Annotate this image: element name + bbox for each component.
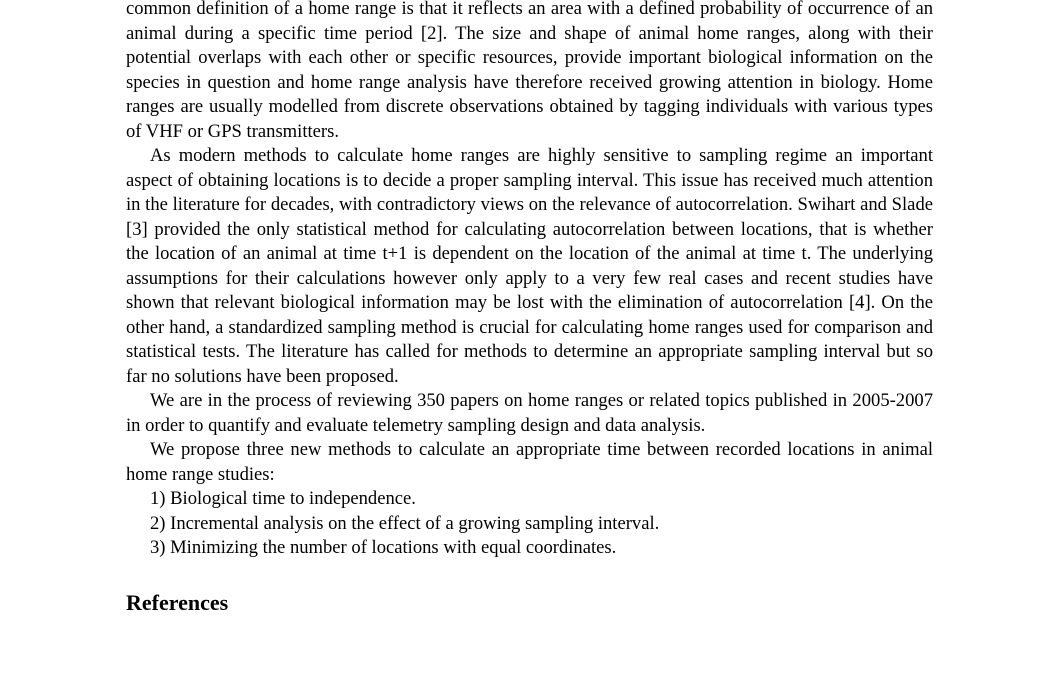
paragraph-proposed-methods: We propose three new methods to calculate an appropriate time between recorded locations in animal home range studies: — [126, 439, 933, 485]
list-item: 2) Incremental analysis on the effect of a growing sampling interval. — [150, 512, 660, 534]
methods-list — [126, 487, 933, 561]
paragraph-home-range-definition: common definition of a home range is that it reflects an area with a defined probability of occurrence of an animal during a specific time period [2]. The size and shape of animal home ranges, along with their potential overlaps with each other or specific resources, provide important biological information on the species in question and home range analysis have therefore received growing attention in biology. Home ranges are usually modelled from discrete observations obtained by tagging individuals with various types of VHF or GPS transmitters. — [126, 0, 933, 142]
paragraph-sampling-interval: As modern methods to calculate home ranges are highly sensitive to sampling regime an important aspect of obtaining locations is to decide a proper sampling interval. This issue has received much attention in the literature for decades, with contradictory views on the relevance of autocorrelation. Swihart and Slade [3] provided the only statistical method for calculating autocorrelation between locations, that is whether the location of an animal at time t+1 is dependent on the location of the animal at time t. The underlying assumptions for their calculations however only apply to a very few real cases and recent studies have shown that relevant biological information may be lost with the elimination of autocorrelation [4]. On the other hand, a standardized sampling method is crucial for calculating home ranges used for comparison and statistical tests. The literature has called for methods to determine an appropriate sampling interval but so far no solutions have been proposed. — [126, 145, 933, 387]
paragraph-review-process: We are in the process of reviewing 350 papers on home ranges or related topics published in 2005-2007 in order to quantify and evaluate telemetry sampling design and data analysis. — [126, 390, 933, 436]
list-item: 1) Biological time to independence. — [150, 488, 416, 509]
paper-page — [126, 0, 933, 616]
list-item: 3) Minimizing the number of locations with equal coordinates. — [150, 537, 617, 558]
references-heading: References — [126, 589, 229, 615]
